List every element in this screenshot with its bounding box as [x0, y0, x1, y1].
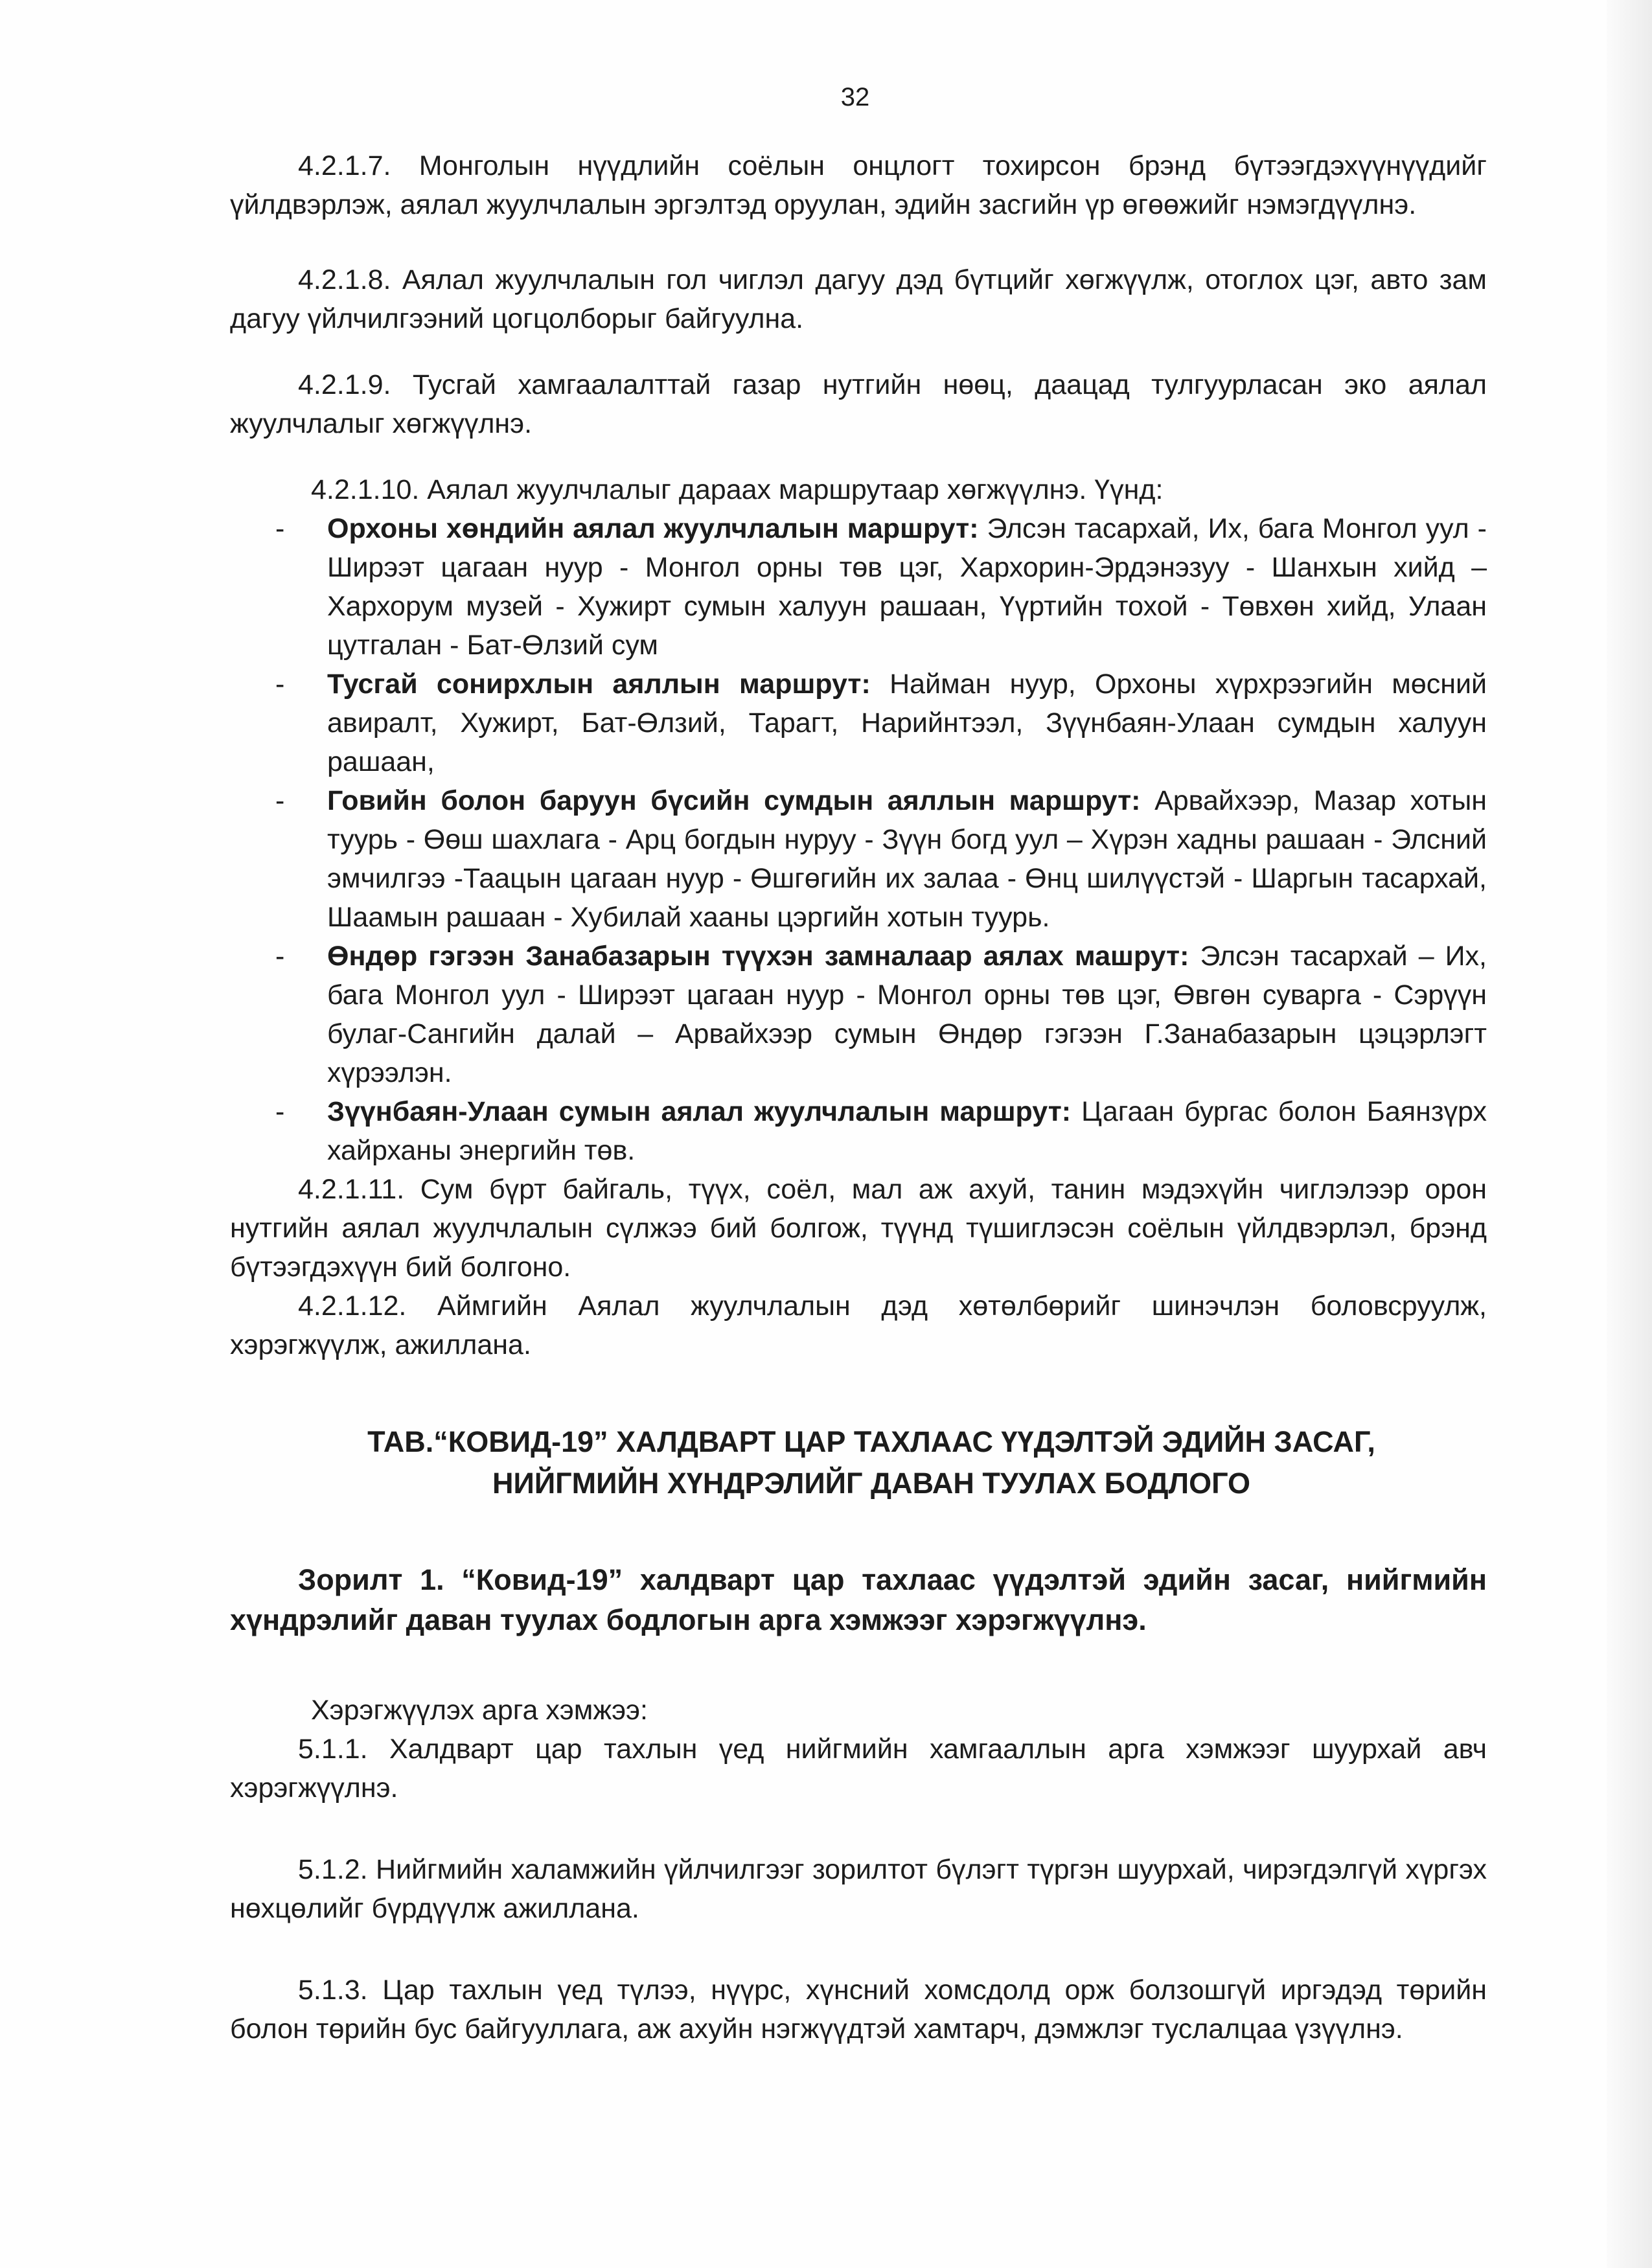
- paragraph-4-2-1-9: 4.2.1.9. Тусгай хамгаалалттай газар нутгийн нөөц, даацад тулгуурласан эко аялал жуулчлалыг хөгжүүлнэ.: [230, 369, 1487, 439]
- route-item: [275, 665, 1487, 781]
- section-title-line: НИЙГМИЙН ХҮНДРЭЛИЙГ ДАВАН ТУУЛАХ БОДЛОГО: [492, 1467, 1251, 1500]
- measure-5-1-3: 5.1.3. Цар тахлын үед түлээ, нүүрс, хүнсний хомсдолд орж болзошгүй иргэдэд төрийн болон төрийн бус байгууллага, аж ахуйн нэгжүүдтэй хамтарч, дэмжлэг туслалцаа үзүүлнэ.: [230, 1975, 1487, 2045]
- route-description: Цагаан бургас болон Баянзүрх хайрханы энергийн төв.: [327, 1096, 1487, 1166]
- route-description: Найман нуур, Орхоны хүрхрээгийн мөсний авиралт, Хужирт, Бат-Өлзий, Тарагт, Нарийнтээл, Зүүнбаян-Улаан сумдын халуун рашаан,: [327, 669, 1487, 777]
- route-item: [275, 781, 1487, 937]
- route-name: Говийн болон баруун бүсийн сумдын аяллын маршрут:: [327, 785, 1141, 816]
- route-name: Орхоны хөндийн аялал жуулчлалын маршрут:: [327, 513, 979, 544]
- route-item: [275, 1092, 1487, 1170]
- route-description: Элсэн тасархай – Их, бага Монгол уул - Ширээт цагаан нуур - Монгол орны төв цэг, Өвгөн суварга - Сэрүүн булаг-Сангийн далай – Арвайхээр сумын Өндөр гэгээн Г.Занабазарын цэцэрлэгт хүрээлэн.: [327, 941, 1487, 1088]
- measures-label: Хэрэгжүүлэх арга хэмжээ:: [311, 1695, 648, 1726]
- section-title-line: ТАВ.“КОВИД-19” ХАЛДВАРТ ЦАР ТАХЛААС ҮҮДЭЛТЭЙ ЭДИЙН ЗАСАГ,: [367, 1425, 1375, 1458]
- paragraph-4-2-1-12: 4.2.1.12. Аймгийн Аялал жуулчлалын дэд хөтөлбөрийг шинэчлэн боловсруулж, хэрэгжүүлж, ажиллана.: [230, 1290, 1487, 1360]
- route-description: Элсэн тасархай, Их, бага Монгол уул - Ширээт цагаан нуур - Монгол орны төв цэг, Хархорин-Эрдэнэзуу - Шанхын хийд – Хархорум музей - Хужирт сумын халуун рашаан, Үүртийн тохой - Төвхөн хийд, Улаан цутгалан - Бат-Өлзий сум: [327, 513, 1487, 661]
- scan-edge-shadow: [1607, 0, 1652, 2268]
- measure-5-1-1: 5.1.1. Халдварт цар тахлын үед нийгмийн хамгааллын арга хэмжээг шуурхай авч хэрэгжүүлнэ.: [230, 1734, 1487, 1804]
- paragraph-4-2-1-8: 4.2.1.8. Аялал жуулчлалын гол чиглэл дагуу дэд бүтцийг хөгжүүлж, отоглох цэг, авто зам дагуу үйлчилгээний цогцолборыг байгуулна.: [230, 264, 1487, 334]
- measure-5-1-2: 5.1.2. Нийгмийн халамжийн үйлчилгээг зорилтот бүлэгт түргэн шуурхай, чирэгдэлгүй хүргэх нөхцөлийг бүрдүүлж ажиллана.: [230, 1854, 1487, 1924]
- list-dash: -: [275, 669, 285, 700]
- route-description: Арвайхээр, Мазар хотын туурь - Өөш шахлага - Арц богдын нуруу - Зүүн богд уул – Хүрэн хадны рашаан - Элсний эмчилгээ -Таацын цагаан нуур - Өшгөгийн их залаа - Өнц шилүүстэй - Шаргын тасархай, Шаамын рашаан - Хубилай хааны цэргийн хотын туурь.: [327, 785, 1487, 933]
- routes-intro: 4.2.1.10. Аялал жуулчлалыг дараах маршрутаар хөгжүүлнэ. Үүнд:: [311, 474, 1164, 505]
- list-dash: -: [275, 785, 285, 816]
- list-dash: -: [275, 941, 285, 972]
- list-dash: -: [275, 1096, 285, 1127]
- paragraph-4-2-1-11: 4.2.1.11. Сум бүрт байгаль, түүх, соёл, мал аж ахуй, танин мэдэхүйн чиглэлээр орон нутгийн аялал жуулчлалын сүлжээ бий болгож, түүнд түшиглэсэн соёлын үйлдвэрлэл, брэнд бүтээгдэхүүн бий болгоно.: [230, 1174, 1487, 1283]
- paragraph-4-2-1-7: 4.2.1.7. Монголын нүүдлийн соёлын онцлогт тохирсон брэнд бүтээгдэхүүнүүдийг үйлдвэрлэж, аялал жуулчлалын эргэлтэд оруулан, эдийн засгийн үр өгөөжийг нэмэгдүүлнэ.: [230, 150, 1487, 220]
- route-list: [230, 509, 1487, 1170]
- route-name: Зүүнбаян-Улаан сумын аялал жуулчлалын маршрут:: [327, 1096, 1072, 1127]
- route-name: Өндөр гэгээн Занабазарын түүхэн замналаар аялах машрут:: [327, 941, 1189, 972]
- route-item: [275, 509, 1487, 665]
- list-dash: -: [275, 513, 285, 544]
- page-content: [230, 146, 1487, 2048]
- route-item: [275, 937, 1487, 1092]
- route-name: Тусгай сонирхлын аяллын маршрут:: [327, 669, 871, 700]
- goal-heading: Зорилт 1. “Ковид-19” халдварт цар тахлаас үүдэлтэй эдийн засаг, нийгмийн хүндрэлийг даван туулах бодлогын арга хэмжээг хэрэгжүүлнэ.: [230, 1563, 1487, 1636]
- section-title: [230, 1421, 1487, 1504]
- page-number: 32: [840, 83, 870, 111]
